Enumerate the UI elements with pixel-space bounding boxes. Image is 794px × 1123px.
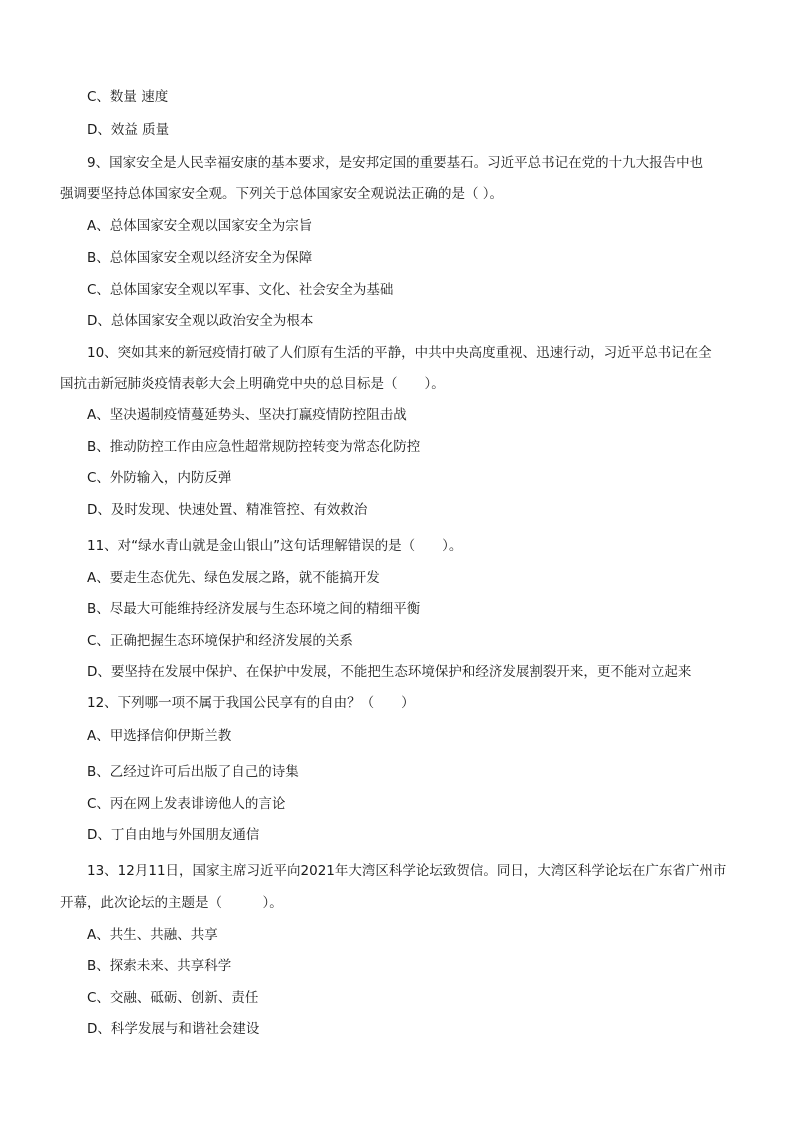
option-13-c: C、交融、砥砺、创新、责任 bbox=[87, 990, 259, 1006]
option-9-d: D、总体国家安全观以政治安全为根本 bbox=[87, 313, 314, 329]
option-9-a: A、总体国家安全观以国家安全为宗旨 bbox=[87, 218, 313, 234]
option-13-a: A、共生、共融、共享 bbox=[87, 927, 218, 943]
option-12-b: B、乙经过许可后出版了自己的诗集 bbox=[87, 764, 299, 780]
option-9-c: C、总体国家安全观以军事、文化、社会安全为基础 bbox=[87, 282, 394, 298]
option-12-d: D、丁自由地与外国朋友通信 bbox=[87, 827, 260, 843]
option-12-a: A、甲选择信仰伊斯兰教 bbox=[87, 728, 232, 744]
question-13-stem: 13、12月11日，国家主席习近平向2021年大湾区科学论坛致贺信。同日，大湾区科学论坛在广东省广州市 bbox=[87, 863, 727, 879]
option-8-d: D、效益 质量 bbox=[87, 122, 170, 138]
option-10-a: A、坚决遏制疫情蔓延势头、坚决打赢疫情防控阻击战 bbox=[87, 407, 407, 423]
question-10-stem: 10、突如其来的新冠疫情打破了人们原有生活的平静，中共中央高度重视、迅速行动，习近平总书记在全 bbox=[87, 345, 712, 361]
question-12-stem: 12、下列哪一项不属于我国公民享有的自由？（ ） bbox=[87, 695, 415, 711]
option-13-b: B、探索未来、共享科学 bbox=[87, 958, 232, 974]
option-11-a: A、要走生态优先、绿色发展之路，就不能搞开发 bbox=[87, 570, 380, 586]
question-9-stem-cont: 强调要坚持总体国家安全观。下列关于总体国家安全观说法正确的是（ ）。 bbox=[60, 186, 504, 202]
option-11-b: B、尽最大可能维持经济发展与生态环境之间的精细平衡 bbox=[87, 601, 421, 617]
option-10-d: D、及时发现、快速处置、精准管控、有效救治 bbox=[87, 502, 368, 518]
option-10-c: C、外防输入，内防反弹 bbox=[87, 470, 232, 486]
option-12-c: C、丙在网上发表诽谤他人的言论 bbox=[87, 796, 286, 812]
option-11-d: D、要坚持在发展中保护、在保护中发展，不能把生态环境保护和经济发展割裂开来，更不能对立起来 bbox=[87, 664, 692, 680]
question-13-stem-cont: 开幕，此次论坛的主题是（ ）。 bbox=[60, 895, 283, 911]
option-8-c: C、数量 速度 bbox=[87, 89, 169, 105]
option-11-c: C、正确把握生态环境保护和经济发展的关系 bbox=[87, 633, 353, 649]
option-9-b: B、总体国家安全观以经济安全为保障 bbox=[87, 250, 313, 266]
option-10-b: B、推动防控工作由应急性超常规防控转变为常态化防控 bbox=[87, 439, 421, 455]
question-9-stem: 9、国家安全是人民幸福安康的基本要求，是安邦定国的重要基石。习近平总书记在党的十九大报告中也 bbox=[87, 155, 704, 171]
question-11-stem: 11、对“绿水青山就是金山银山”这句话理解错误的是（ ）。 bbox=[87, 538, 463, 554]
question-10-stem-cont: 国抗击新冠肺炎疫情表彰大会上明确党中央的总目标是（ ）。 bbox=[60, 376, 445, 392]
option-13-d: D、科学发展与和谐社会建设 bbox=[87, 1021, 260, 1037]
